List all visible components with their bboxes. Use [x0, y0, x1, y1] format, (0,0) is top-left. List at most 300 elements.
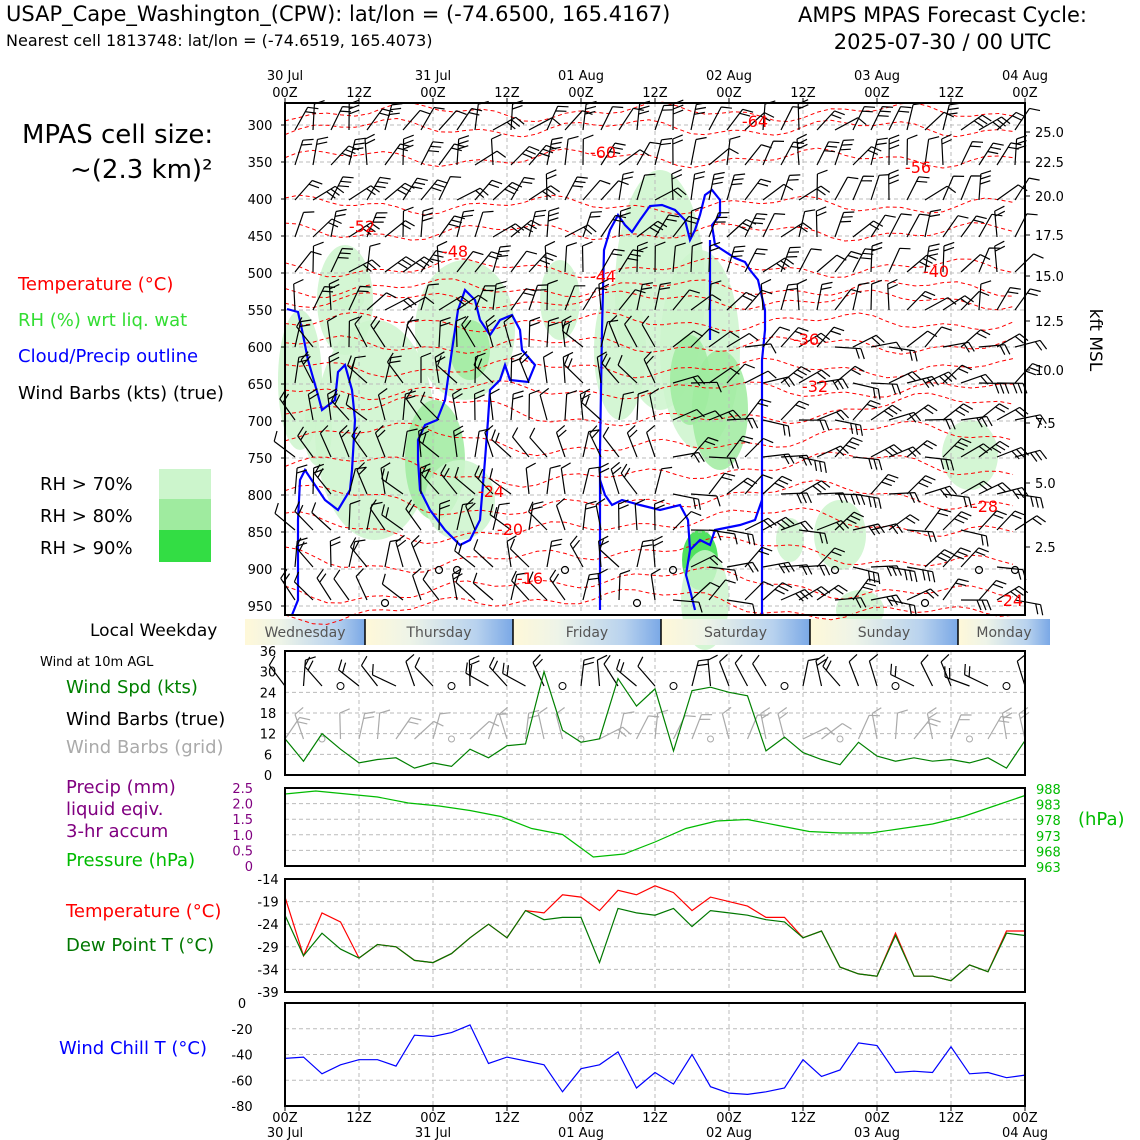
wind-barb-true	[533, 655, 544, 686]
wind-barb	[943, 512, 971, 530]
wind-barb	[943, 176, 964, 200]
temperature-contour-label: -16	[516, 569, 544, 588]
legend-rh: RH (%) wrt liq. wat	[18, 310, 188, 331]
temperature-contour-label: -52	[348, 217, 376, 236]
bottom-date-label: 31 Jul	[414, 1126, 452, 1140]
wind-barb	[691, 172, 705, 200]
top-time-tick-label: 12Z	[346, 86, 372, 101]
wind-barb	[907, 214, 930, 237]
wind-barb	[835, 252, 861, 273]
wind-barb	[295, 139, 314, 165]
wind-barb	[557, 498, 566, 530]
wind-barb	[473, 573, 493, 600]
top-time-tick-label: 00Z	[568, 86, 594, 101]
wind-barb	[745, 439, 773, 458]
wind-barb	[349, 186, 380, 200]
bottom-time-tick-label: 12Z	[790, 1111, 816, 1126]
wind-barb	[871, 475, 898, 495]
calm-wind-marker	[976, 567, 983, 574]
top-time-tick-label: 00Z	[1012, 86, 1038, 101]
kft-tick-label: 25.0	[1035, 126, 1064, 141]
wind-barb-true	[415, 657, 433, 686]
wind-barb	[474, 539, 493, 567]
wind-barb	[627, 425, 637, 457]
precip-legend-line1: Precip (mm)	[66, 777, 176, 798]
wind-tick-label: 36	[259, 645, 277, 660]
wind-tick-label: 0	[263, 769, 273, 784]
wind-barb	[979, 383, 1009, 394]
wind-barb	[871, 445, 902, 457]
wind-barb	[493, 246, 511, 272]
wind-barb	[583, 101, 597, 130]
temperature-contour-label: -24	[996, 591, 1024, 610]
wind-barb	[781, 401, 809, 420]
kft-tick-label: 10.0	[1035, 364, 1064, 379]
calm-wind-marker	[634, 600, 641, 607]
wind-barb	[529, 390, 540, 420]
temperature-contour-label: -56	[904, 158, 932, 177]
wind-barb	[334, 570, 349, 600]
wind-barb	[651, 569, 660, 600]
windchill-tick-label: -60	[231, 1074, 253, 1090]
bottom-time-tick-label: 00Z	[568, 1111, 594, 1126]
wind-barb	[925, 486, 957, 497]
temperature-contour	[285, 148, 1013, 168]
kft-axis-label: kft MSL	[1085, 308, 1105, 372]
wind-barb	[799, 565, 830, 575]
wind-barb	[1015, 289, 1041, 310]
pressure-tick-label: 800	[247, 489, 273, 504]
wind-barb	[907, 441, 937, 457]
wind-barb	[313, 186, 344, 200]
wind-barb	[583, 212, 602, 237]
wind-barb	[529, 186, 560, 200]
wind-barb	[853, 176, 874, 200]
temperature-contour-label: -64	[741, 112, 769, 131]
wind-barb-grid	[359, 712, 375, 739]
precip-tick-label: 0.5	[232, 844, 253, 860]
temperature-contour	[285, 536, 1013, 572]
pressure-tick-label: 978	[1036, 814, 1061, 830]
wind-barb	[550, 570, 565, 600]
rh-shading-region	[692, 350, 748, 470]
kft-tick-label: 22.5	[1035, 156, 1064, 171]
rh-shading-region	[942, 420, 998, 490]
wind-barb	[797, 279, 807, 310]
precip-tick-label: 1.0	[232, 828, 253, 844]
wind-calm-marker	[1003, 683, 1010, 690]
wind-barb	[600, 539, 619, 567]
wind-speed-legend: Wind Spd (kts)	[66, 677, 198, 698]
pressure-legend: Pressure (hPa)	[66, 850, 196, 871]
wind-barb	[455, 541, 475, 568]
wind-barb	[281, 569, 295, 600]
bottom-date-label: 03 Aug	[853, 1126, 901, 1140]
wind-barbs-grid-legend: Wind Barbs (grid)	[66, 737, 224, 758]
wind-barb-true	[362, 656, 378, 686]
wind-barb	[925, 327, 952, 347]
wind-barb	[601, 181, 629, 200]
wind-barb	[907, 476, 935, 494]
weekday-label: Thursday	[406, 625, 472, 641]
wind-barb	[530, 428, 547, 457]
wind-barb	[889, 447, 921, 457]
wind-barb-grid	[927, 708, 937, 739]
weekday-label: Sunday	[857, 625, 911, 641]
wind-barb	[835, 366, 864, 383]
wind-barb-grid	[470, 721, 499, 739]
wind-barb-true	[406, 654, 415, 686]
rh-legend-label-80: RH > 80%	[40, 506, 133, 527]
cell-size-value: ~(2.3 km)²	[70, 155, 213, 185]
wind-barb	[817, 170, 828, 200]
wind-barb	[871, 175, 890, 200]
wind-barb	[439, 111, 467, 130]
wind-barb-grid	[378, 710, 391, 739]
wind-barb-true	[965, 664, 988, 686]
top-time-tick-label: 12Z	[494, 86, 520, 101]
wind-barb	[456, 572, 475, 600]
precip-tick-label: 0	[244, 860, 253, 875]
pressure-tick-label: 983	[1036, 798, 1061, 814]
wind-barb	[385, 221, 415, 237]
wind-barb	[817, 282, 833, 310]
wind-calm-marker	[892, 683, 899, 690]
wind-barb	[907, 177, 930, 200]
wind-barb	[603, 427, 619, 457]
wind-grid-calm-marker	[967, 736, 973, 742]
wind-barb-grid	[692, 715, 712, 739]
wind-barb	[907, 589, 938, 600]
calm-wind-marker	[922, 600, 929, 607]
wind-barb	[295, 252, 322, 272]
kft-tick-label: 7.5	[1035, 417, 1056, 432]
wind-barb	[817, 410, 849, 420]
bottom-time-tick-label: 00Z	[1012, 1111, 1038, 1126]
pressure-tick-label: 300	[247, 119, 273, 134]
cell-size-label: MPAS cell size:	[22, 120, 214, 150]
kft-tick-label: 12.5	[1035, 315, 1064, 330]
wind-barb	[565, 177, 588, 200]
precip-legend-line2: liquid eqiv.	[66, 799, 164, 820]
kft-tick-label: 15.0	[1035, 270, 1064, 285]
bottom-time-tick-label: 12Z	[494, 1111, 520, 1126]
wind-barb	[763, 377, 795, 387]
wind-barb	[763, 258, 794, 272]
wind-barb	[888, 280, 898, 311]
wind-barb	[781, 175, 800, 200]
weekday-label: Friday	[565, 625, 609, 641]
wind-barb	[943, 579, 969, 600]
wind-barb	[673, 135, 683, 165]
wind-barb	[313, 219, 342, 237]
pressure-tick-label: 600	[247, 341, 273, 356]
wind-barb-true	[720, 654, 729, 686]
windchill-tick-label: 0	[237, 997, 247, 1012]
wind-barb-true	[339, 660, 359, 686]
calm-wind-marker	[436, 567, 443, 574]
wind-barb-grid	[499, 707, 507, 739]
temperature-panel-legend: Temperature (°C)	[66, 901, 222, 922]
wind-barb	[475, 180, 502, 200]
wind-barb	[763, 562, 794, 573]
wind-barb	[871, 215, 896, 237]
wind-barb-true	[692, 659, 709, 686]
wind-barb	[691, 138, 707, 166]
temperature-contour-label: -28	[971, 497, 999, 516]
wind-barb	[979, 171, 991, 200]
weekday-label: Monday	[976, 625, 1032, 641]
wind-barb	[961, 548, 989, 567]
wind-barb-true	[921, 655, 933, 686]
bottom-time-tick-label: 00Z	[272, 1111, 298, 1126]
temperature-contour-label: -20	[496, 520, 524, 539]
top-time-tick-label: 00Z	[864, 86, 890, 101]
wind-barb	[583, 430, 599, 457]
kft-tick-label: 17.5	[1035, 229, 1064, 244]
wind-barb-grid	[988, 717, 1012, 740]
wind-barb	[511, 391, 524, 420]
pressure-tick-label: 988	[1036, 783, 1061, 798]
legend-temperature: Temperature (°C)	[18, 274, 174, 295]
wind-barb-grid	[822, 724, 852, 740]
wind-barb	[799, 210, 815, 237]
bottom-date-label: 01 Aug	[557, 1126, 605, 1140]
forecast-cycle-line1: AMPS MPAS Forecast Cycle:	[798, 3, 1087, 27]
precip-tick-label: 1.5	[232, 813, 253, 829]
wind-barb	[547, 208, 559, 237]
wind-calm-marker	[670, 683, 677, 690]
pressure-tick-label: 500	[247, 267, 273, 282]
wind-barb	[727, 220, 756, 238]
wind-barb	[385, 540, 401, 567]
wind-barb	[385, 298, 416, 310]
wind-barbs-true-legend: Wind Barbs (true)	[66, 709, 226, 730]
wind-barb	[799, 249, 822, 272]
wind-barb	[330, 537, 340, 567]
pressure-tick-label: 350	[247, 156, 273, 171]
wind-barb	[961, 142, 983, 165]
wind-barb	[385, 104, 402, 130]
wind-barb	[761, 279, 771, 310]
wind-barb-grid	[951, 715, 972, 739]
bottom-time-tick-label: 12Z	[642, 1111, 668, 1126]
wind-tick-label: 6	[263, 748, 273, 764]
temperature-contour-label: -40	[922, 262, 950, 281]
bottom-date-label: 04 Aug	[1001, 1126, 1049, 1140]
wind-barb	[475, 151, 506, 165]
calm-wind-marker	[1012, 567, 1019, 574]
kft-tick-label: 2.5	[1035, 541, 1056, 556]
local-weekday-label: Local Weekday	[90, 621, 218, 641]
wind-barb	[385, 183, 414, 200]
wind-barb	[942, 135, 952, 166]
kft-tick-label: 5.0	[1035, 477, 1056, 492]
calm-wind-marker	[562, 567, 569, 574]
wind-tick-label: 30	[259, 665, 277, 681]
wind-barb	[799, 587, 830, 600]
wind-calm-marker	[448, 683, 455, 690]
wind-barb	[313, 242, 324, 272]
wind-barb	[853, 401, 880, 420]
wind-barb	[763, 454, 794, 464]
pressure-tick-label: 700	[247, 415, 273, 430]
pressure-tick-label: 968	[1036, 845, 1061, 861]
wind-barb	[925, 112, 954, 130]
wind-barb	[961, 216, 987, 237]
wind-barb	[421, 208, 433, 237]
wind-barb-grid	[722, 707, 731, 739]
wind-barb	[475, 211, 494, 237]
wind-barb	[583, 467, 600, 494]
wind-barb	[583, 180, 610, 200]
wind-barb	[611, 462, 621, 494]
wind-barb	[529, 317, 540, 347]
wind-barb	[557, 425, 567, 457]
windchill-panel-legend: Wind Chill T (°C)	[59, 1038, 207, 1059]
wind-barb	[382, 574, 403, 600]
temperature-tick-label: -39	[257, 986, 279, 1001]
wind-barb	[816, 207, 826, 237]
wind-barb	[799, 186, 830, 200]
temperature-tick-label: -29	[257, 940, 279, 956]
wind-barb	[943, 404, 973, 420]
wind-barb	[637, 101, 650, 130]
wind-barb	[367, 177, 391, 200]
wind-barb	[561, 463, 570, 494]
wind-10m-title: Wind at 10m AGL	[40, 655, 154, 670]
wind-barb	[979, 281, 991, 310]
wind-barb	[745, 344, 776, 353]
wind-barb	[709, 107, 732, 130]
pressure-tick-label: 450	[247, 230, 273, 245]
wind-barb	[526, 463, 536, 494]
precip-legend-line3: 3-hr accum	[66, 821, 169, 842]
temperature-contour	[285, 119, 1013, 137]
wind-barb	[781, 455, 812, 465]
wind-barb	[601, 107, 623, 130]
top-date-label: 04 Aug	[1001, 69, 1049, 84]
wind-barb	[1015, 494, 1043, 508]
pressure-tick-label: 963	[1036, 861, 1061, 876]
top-date-label: 01 Aug	[557, 69, 605, 84]
wind-barb	[691, 103, 707, 130]
calm-wind-marker	[670, 567, 677, 574]
wind-barb	[385, 257, 415, 272]
wind-barb	[727, 174, 745, 200]
temperature-contour-label: -24	[477, 482, 505, 501]
rh-legend-label-70: RH > 70%	[40, 474, 133, 495]
wind-barb-grid	[674, 716, 696, 739]
wind-barb	[871, 107, 893, 130]
wind-barb	[564, 355, 583, 383]
wind-barb	[423, 570, 439, 600]
wind-barb	[599, 536, 609, 567]
wind-barb	[889, 493, 920, 503]
wind-barb-grid	[489, 714, 508, 739]
temperature-contour-label: -48	[441, 242, 469, 261]
wind-barb	[547, 466, 561, 495]
wind-barb	[745, 399, 771, 420]
wind-barb-true	[373, 664, 397, 686]
bottom-time-tick-label: 12Z	[346, 1111, 372, 1126]
wind-barb	[853, 283, 869, 310]
temperature-contour-label: -36	[792, 330, 820, 349]
top-time-tick-label: 00Z	[420, 86, 446, 101]
temperature-contour	[285, 567, 1013, 603]
wind-barb	[727, 600, 755, 615]
temperature-contour-label: -32	[801, 377, 829, 396]
pressure-tick-label: 400	[247, 193, 273, 208]
bottom-date-label: 30 Jul	[266, 1126, 304, 1140]
wind-barb-grid	[618, 712, 634, 739]
wind-barb	[547, 539, 562, 567]
bottom-date-label: 02 Aug	[705, 1126, 753, 1140]
wind-tick-label: 12	[259, 727, 277, 743]
top-time-tick-label: 12Z	[642, 86, 668, 101]
wind-barb	[979, 404, 1009, 420]
wind-barb	[655, 105, 675, 130]
wind-barb	[835, 118, 866, 130]
wind-barb	[565, 136, 579, 165]
pressure-tick-label: 650	[247, 378, 273, 393]
wind-barb	[995, 241, 1005, 272]
temperature-contour-label: -44	[589, 267, 617, 286]
wind-barb	[979, 345, 1010, 355]
calm-wind-marker	[382, 600, 389, 607]
legend-wind-barbs: Wind Barbs (kts) (true)	[18, 383, 224, 404]
wind-barb	[995, 206, 1005, 237]
wind-barb	[637, 540, 653, 567]
temperature-tick-label: -24	[257, 918, 279, 934]
rh-legend-label-90: RH > 90%	[40, 538, 133, 559]
wind-barb	[871, 566, 901, 576]
wind-barb	[507, 536, 516, 567]
wind-barb-true	[753, 655, 766, 686]
windchill-tick-label: -40	[231, 1048, 253, 1064]
wind-barb	[745, 547, 772, 567]
wind-barb	[835, 420, 862, 436]
wind-barb	[907, 331, 937, 347]
weekday-label: Wednesday	[264, 625, 346, 641]
wind-barb-true	[816, 655, 826, 686]
top-time-tick-label: 00Z	[272, 86, 298, 101]
wind-barb	[331, 177, 354, 200]
top-date-label: 30 Jul	[266, 69, 304, 84]
wind-barb	[979, 117, 1010, 130]
weekday-label: Saturday	[703, 625, 768, 641]
temperature-tick-label: -34	[257, 963, 279, 979]
top-date-label: 02 Aug	[705, 69, 753, 84]
wind-barb	[413, 568, 421, 600]
station-title: USAP_Cape_Washington_(CPW): lat/lon = (-74.6500, 165.4167)	[6, 2, 671, 26]
wind-barb-grid	[415, 721, 444, 739]
wind-calm-marker	[337, 683, 344, 690]
pressure-unit-label: (hPa)	[1078, 809, 1125, 830]
wind-barb-true	[945, 666, 970, 686]
bottom-time-tick-label: 00Z	[864, 1111, 890, 1126]
pressure-tick-label: 973	[1036, 829, 1061, 845]
wind-barb	[961, 330, 990, 347]
wind-barb	[691, 494, 720, 506]
wind-barb	[655, 467, 672, 494]
wind-barb-true	[604, 655, 618, 686]
wind-barb	[439, 177, 461, 200]
kft-tick-label: 20.0	[1035, 190, 1064, 205]
windchill-tick-label: -80	[231, 1100, 253, 1115]
wind-barb-true	[708, 655, 718, 686]
wind-barb	[871, 138, 888, 165]
